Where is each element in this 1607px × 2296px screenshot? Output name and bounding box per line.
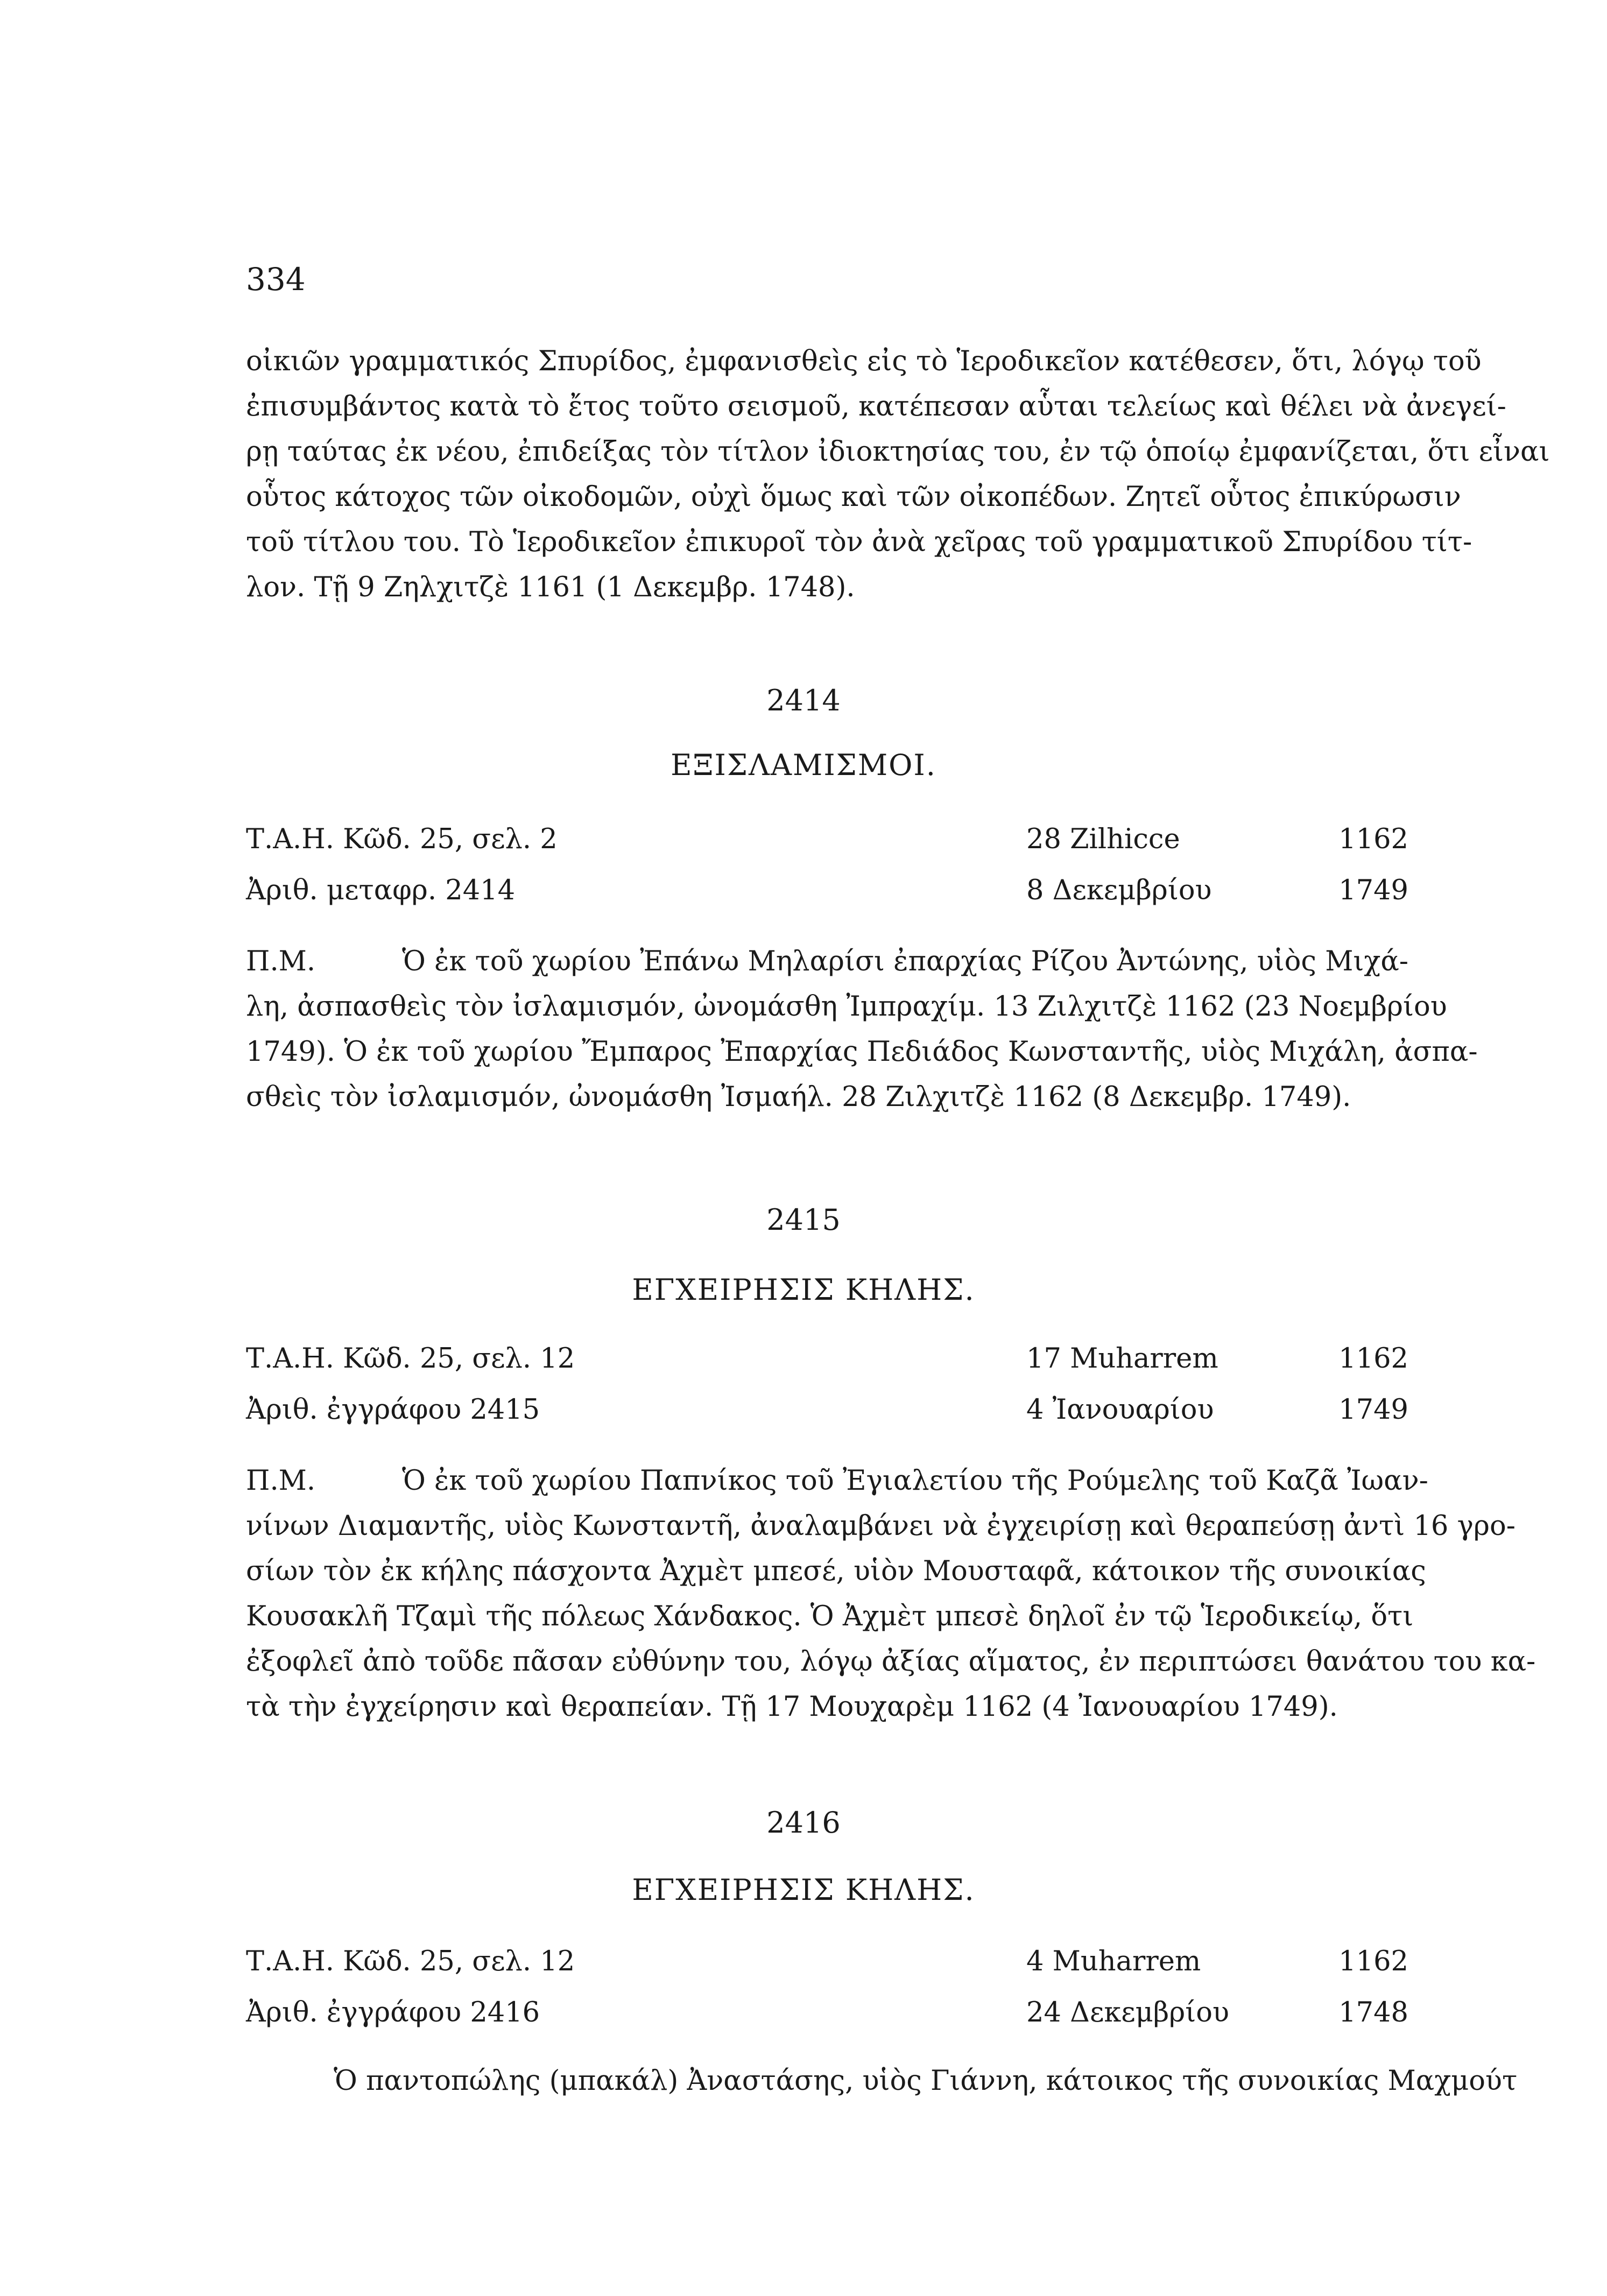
paragraph-line: 1749). Ὁ ἐκ τοῦ χωρίου Ἔμπαρος Ἐπαρχίας Πεδιάδος Κωνσταντῆς, υἱὸς Μιχάλη, ἀσπα- [246, 1036, 1478, 1068]
entry-paragraph [334, 2059, 1518, 2104]
archive-reference: Τ.Α.Η. Κῶδ. 25, σελ. 12 [246, 1946, 575, 1977]
gregorian-date: 8 Δεκεμβρίου [1026, 875, 1212, 906]
paragraph-line: ρῃ ταύτας ἐκ νέου, ἐπιδείξας τὸν τίτλον ἰδιοκτησίας του, ἐν τῷ ὁποίῳ ἐμφανίζεται, ὅτι εἶναι [246, 436, 1550, 468]
hijri-year: 1162 [1338, 1946, 1408, 1977]
entry-title: ΕΓΧΕΙΡΗΣΙΣ ΚΗΛΗΣ. [632, 1873, 975, 1907]
document-number: Ἀριθ. ἐγγράφου 2415 [246, 1394, 540, 1426]
entry-paragraph [246, 1459, 1536, 1730]
entry-paragraph [246, 939, 1478, 1120]
hijri-date: 4 Muharrem [1026, 1946, 1201, 1977]
document-number: Ἀριθ. ἐγγράφου 2416 [246, 1997, 540, 2029]
paragraph-line: ἐξοφλεῖ ἀπὸ τοῦδε πᾶσαν εὐθύνην του, λόγῳ ἀξίας αἵματος, ἐν περιπτώσει θανάτου του κα- [246, 1646, 1536, 1678]
hijri-year: 1162 [1338, 823, 1408, 855]
paragraph-line [246, 939, 1408, 984]
archive-reference: Τ.Α.Η. Κῶδ. 25, σελ. 12 [246, 1343, 575, 1375]
entry-title: ΕΞΙΣΛΑΜΙΣΜΟΙ. [671, 748, 936, 782]
gregorian-date: 4 Ἰανουαρίου [1026, 1394, 1214, 1426]
gregorian-date: 24 Δεκεμβρίου [1026, 1997, 1229, 2029]
paragraph-line-text: Ὁ ἐκ τοῦ χωρίου Παπνίκος τοῦ Ἐγιαλετίου τῆς Ρούμελης τοῦ Καζᾶ Ἰωαν- [402, 1465, 1428, 1497]
entry-number: 2416 [766, 1806, 841, 1840]
pm-label: Π.Μ. [246, 946, 316, 977]
entry-number: 2414 [766, 684, 841, 717]
paragraph-line: Ὁ παντοπώλης (μπακάλ) Ἀναστάσης, υἱὸς Γιάννη, κάτοικος τῆς συνοικίας Μαχμούτ [334, 2065, 1518, 2097]
paragraph-line: νίνων Διαμαντῆς, υἱὸς Κωνσταντῆ, ἀναλαμβάνει νὰ ἐγχειρίσῃ καὶ θεραπεύσῃ ἀντὶ 16 γρο- [246, 1510, 1516, 1542]
paragraph-line: λη, ἀσπασθεὶς τὸν ἰσλαμισμόν, ὠνομάσθη Ἰμπραχίμ. 13 Ζιλχιτζὲ 1162 (23 Νοεμβρίου [246, 991, 1447, 1023]
hijri-year: 1162 [1338, 1343, 1408, 1375]
hijri-date: 17 Muharrem [1026, 1343, 1218, 1375]
paragraph-line: οἰκιῶν γραμματικός Σπυρίδος, ἐμφανισθεὶς εἰς τὸ Ἱεροδικεῖον κατέθεσεν, ὅτι, λόγῳ τοῦ [246, 346, 1482, 377]
entry-meta-row [246, 1943, 1408, 1981]
paragraph-line: τὰ τὴν ἐγχείρησιν καὶ θεραπείαν. Τῇ 17 Μουχαρὲμ 1162 (4 Ἰανουαρίου 1749). [246, 1691, 1338, 1723]
entry-meta-row [246, 821, 1408, 858]
paragraph-line [246, 1459, 1428, 1504]
entry-meta-row [246, 1994, 1408, 2032]
gregorian-year: 1749 [1338, 875, 1408, 906]
gregorian-year: 1748 [1338, 1997, 1408, 2029]
paragraph-line: οὗτος κάτοχος τῶν οἰκοδομῶν, οὐχὶ ὅμως καὶ τῶν οἰκοπέδων. Ζητεῖ οὗτος ἐπικύρωσιν [246, 481, 1461, 513]
paragraph-line: τοῦ τίτλου του. Τὸ Ἱεροδικεῖον ἐπικυροῖ τὸν ἀνὰ χεῖρας τοῦ γραμματικοῦ Σπυρίδου τίτ- [246, 526, 1472, 558]
paragraph-line: ἐπισυμβάντος κατὰ τὸ ἔτος τοῦτο σεισμοῦ, κατέπεσαν αὗται τελείως καὶ θέλει νὰ ἀνεγεί- [246, 391, 1506, 422]
entry-meta-row [246, 872, 1408, 910]
entry-meta-row [246, 1340, 1408, 1378]
intro-paragraph [246, 339, 1550, 610]
entry-title: ΕΓΧΕΙΡΗΣΙΣ ΚΗΛΗΣ. [632, 1273, 975, 1307]
entry-meta-row [246, 1391, 1408, 1429]
page-number: 334 [246, 261, 306, 298]
gregorian-year: 1749 [1338, 1394, 1408, 1426]
document-number: Ἀριθ. μεταφρ. 2414 [246, 875, 516, 906]
paragraph-line: σθεὶς τὸν ἰσλαμισμόν, ὠνομάσθη Ἰσμαήλ. 28 Ζιλχιτζὲ 1162 (8 Δεκεμβρ. 1749). [246, 1081, 1351, 1113]
paragraph-line: λον. Τῇ 9 Ζηλχιτζὲ 1161 (1 Δεκεμβρ. 1748). [246, 572, 855, 603]
hijri-date: 28 Zilhicce [1026, 823, 1180, 855]
paragraph-line: Κουσακλῆ Τζαμὶ τῆς πόλεως Χάνδακος. Ὁ Ἀχμὲτ μπεσὲ δηλοῖ ἐν τῷ Ἱεροδικείῳ, ὅτι [246, 1601, 1414, 1632]
entry-number: 2415 [766, 1203, 841, 1237]
paragraph-line-text: Ὁ ἐκ τοῦ χωρίου Ἐπάνω Μηλαρίσι ἐπαρχίας Ρίζου Ἀντώνης, υἱὸς Μιχά- [402, 946, 1408, 977]
pm-label: Π.Μ. [246, 1465, 316, 1497]
paragraph-line: σίων τὸν ἐκ κήλης πάσχοντα Ἀχμὲτ μπεσέ, υἱὸν Μουσταφᾶ, κάτοικον τῆς συνοικίας [246, 1555, 1426, 1587]
archive-reference: Τ.Α.Η. Κῶδ. 25, σελ. 2 [246, 823, 558, 855]
